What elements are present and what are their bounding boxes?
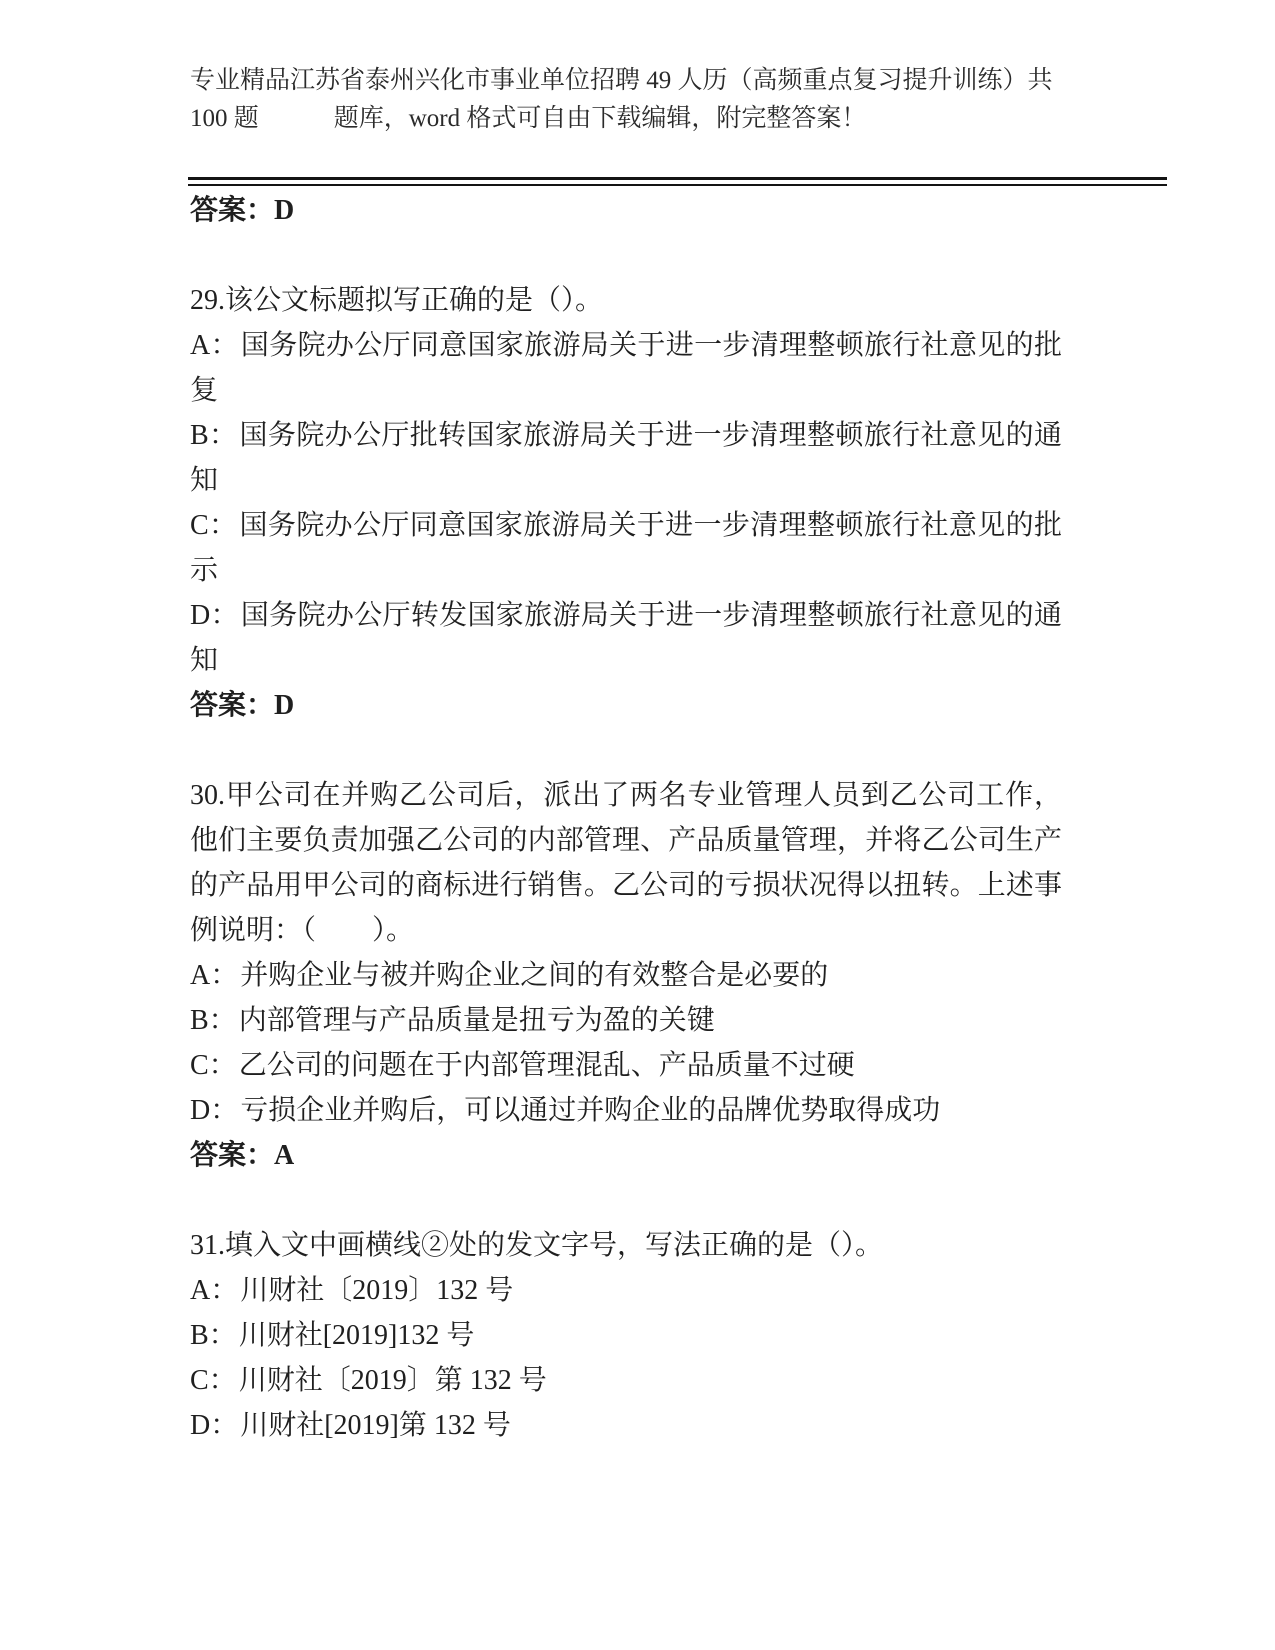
page-header (190, 62, 1100, 138)
option-label: A： (190, 330, 239, 361)
option-text: 国务院办公厅同意国家旅游局关于进一步清理整顿旅行社意见的批示 (190, 510, 1062, 586)
answer-line (190, 1133, 1062, 1178)
option-text: 川财社〔2019〕132 号 (240, 1275, 514, 1306)
option-c (190, 503, 1062, 593)
option-label: D： (190, 600, 239, 631)
option-text: 川财社[2019]第 132 号 (240, 1410, 511, 1441)
option-label: A： (190, 1275, 239, 1306)
option-a (190, 323, 1062, 413)
option-text: 川财社[2019]132 号 (238, 1320, 475, 1351)
option-text: 国务院办公厅转发国家旅游局关于进一步清理整顿旅行社意见的通知 (190, 600, 1062, 676)
question-stem (190, 278, 1062, 323)
question-text: 该公文标题拟写正确的是（）。 (225, 285, 604, 316)
option-a (190, 1268, 1062, 1313)
option-label: A： (190, 960, 239, 991)
option-text: 乙公司的问题在于内部管理混乱、产品质量不过硬 (238, 1050, 855, 1081)
option-label: B： (190, 1005, 237, 1036)
option-text: 并购企业与被并购企业之间的有效整合是必要的 (240, 960, 829, 991)
option-d (190, 1088, 1062, 1133)
option-label: C： (190, 510, 238, 541)
question-stem (190, 1223, 1062, 1268)
question-30 (190, 773, 1062, 1178)
header-divider (188, 177, 1167, 186)
option-c (190, 1358, 1062, 1403)
option-label: D： (190, 1095, 239, 1126)
option-text: 国务院办公厅批转国家旅游局关于进一步清理整顿旅行社意见的通知 (190, 420, 1062, 496)
header-line-1: 专业精品江苏省泰州兴化市事业单位招聘 49 人历（高频重点复习提升训练）共 (190, 67, 1053, 94)
document-body (190, 188, 1062, 1448)
option-text: 川财社〔2019〕第 132 号 (238, 1365, 547, 1396)
option-b (190, 1313, 1062, 1358)
carryover-answer-line (190, 188, 1062, 233)
option-label: B： (190, 420, 238, 451)
header-line-2: 100 题 题库，word 格式可自由下载编辑，附完整答案！ (190, 105, 867, 132)
answer-label: 答案： (190, 195, 275, 226)
option-label: D： (190, 1410, 239, 1441)
answer-value: D (274, 195, 295, 226)
option-c (190, 1043, 1062, 1088)
question-stem (190, 773, 1062, 953)
question-31 (190, 1223, 1062, 1448)
answer-label: 答案： (190, 690, 275, 721)
option-d (190, 1403, 1062, 1448)
question-number: 29. (190, 285, 225, 316)
option-text: 内部管理与产品质量是扭亏为盈的关键 (238, 1005, 715, 1036)
option-label: B： (190, 1320, 237, 1351)
option-text: 亏损企业并购后，可以通过并购企业的品牌优势取得成功 (240, 1095, 941, 1126)
answer-value: A (274, 1140, 295, 1171)
question-text: 甲公司在并购乙公司后，派出了两名专业管理人员到乙公司工作，他们主要负责加强乙公司的内部管理、产品质量管理，并将乙公司生产的产品用甲公司的商标进行销售。乙公司的亏损状况得以扭转。上述事例说明：（ ）。 (190, 780, 1062, 946)
question-number: 31. (190, 1230, 225, 1261)
question-29 (190, 278, 1062, 728)
question-number: 30. (190, 780, 225, 811)
question-text: 填入文中画横线②处的发文字号，写法正确的是（）。 (225, 1230, 884, 1261)
option-a (190, 953, 1062, 998)
answer-value: D (274, 690, 295, 721)
option-text: 国务院办公厅同意国家旅游局关于进一步清理整顿旅行社意见的批复 (190, 330, 1062, 406)
option-d (190, 593, 1062, 683)
option-label: C： (190, 1050, 237, 1081)
answer-line (190, 683, 1062, 728)
option-b (190, 413, 1062, 503)
answer-label: 答案： (190, 1140, 275, 1171)
option-b (190, 998, 1062, 1043)
option-label: C： (190, 1365, 237, 1396)
